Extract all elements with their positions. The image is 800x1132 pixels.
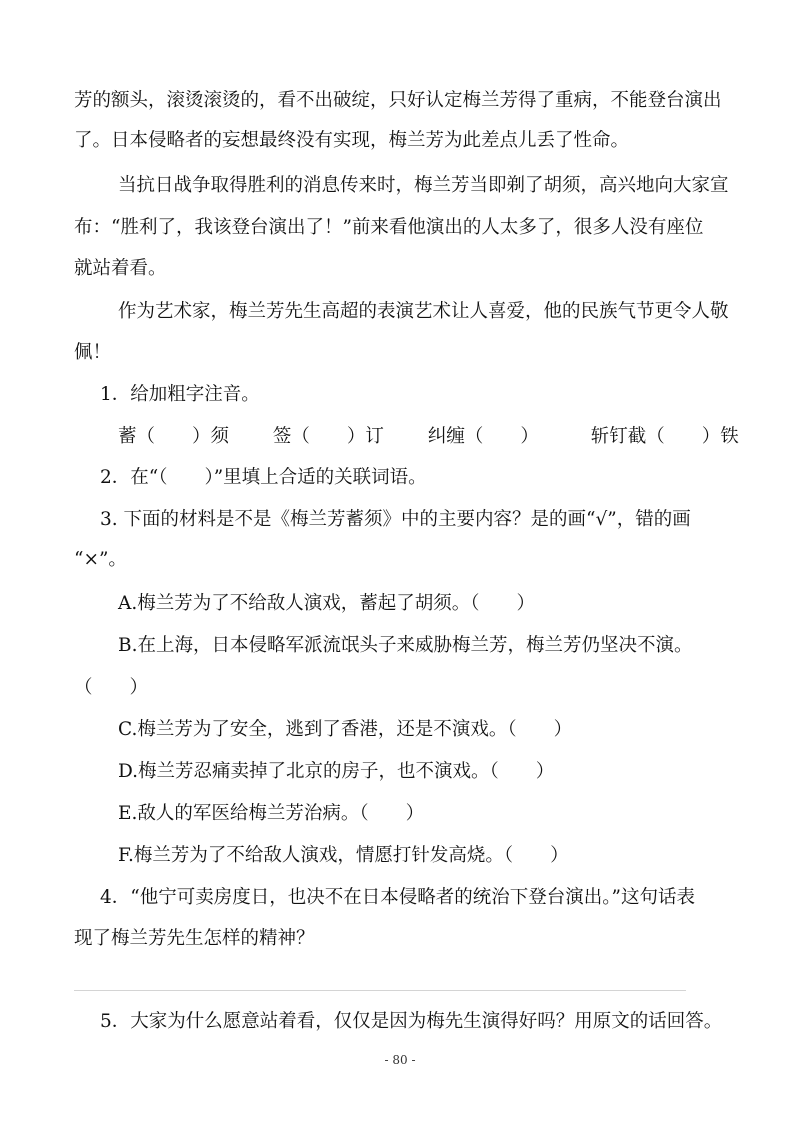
question-3-option-e[interactable]: E.敌人的军医给梅兰芳治病。（ ）	[118, 803, 425, 824]
passage-p3-line2: 佩！	[74, 342, 112, 363]
question-4-line1: 4．“他宁可卖房度日，也决不在日本侵略者的统治下登台演出。”这句话表	[100, 887, 695, 908]
passage-p2-line1: 当抗日战争取得胜利的消息传来时，梅兰芳当即剃了胡须，高兴地向大家宣	[118, 175, 729, 196]
question-3-line1: 3. 下面的材料是不是《梅兰芳蓄须》中的主要内容？是的画“√”，错的画	[100, 509, 691, 530]
question-3-line2: “×”。	[74, 549, 127, 570]
q1-item-chan[interactable]: 纠缠（ ）	[427, 426, 539, 447]
question-3-option-a[interactable]: A.梅兰芳为了不给敌人演戏，蓄起了胡须。（ ）	[118, 593, 535, 614]
question-3-option-f[interactable]: F.梅兰芳为了不给敌人演戏，情愿打针发高烧。（ ）	[118, 845, 569, 866]
passage-p2-line3: 就站着看。	[74, 258, 167, 279]
passage-p1-line2: 了。日本侵略者的妄想最终没有实现，梅兰芳为此差点儿丢了性命。	[74, 130, 630, 151]
question-2: 2．在“（ ）”里填上合适的关联词语。	[100, 467, 427, 488]
q1-item-qian[interactable]: 签（ ）订	[272, 426, 384, 447]
question-3-option-b-answer[interactable]: （ ）	[74, 677, 149, 698]
question-1-items	[118, 428, 739, 447]
question-1: 1．给加粗字注音。	[100, 384, 260, 405]
passage-p3-line1: 作为艺术家，梅兰芳先生高超的表演艺术让人喜爱，他的民族气节更令人敬	[118, 301, 729, 322]
answer-line[interactable]	[74, 990, 686, 991]
q1-item-xu[interactable]: 蓄（ ）须	[118, 426, 230, 447]
passage-p2-line2: 布：“胜利了，我该登台演出了！”前来看他演出的人太多了，很多人没有座位	[74, 217, 704, 238]
question-4-line2: 现了梅兰芳先生怎样的精神？	[74, 928, 315, 949]
q1-item-jie[interactable]: 斩钉截（ ）铁	[590, 426, 739, 447]
question-3-option-b[interactable]: B.在上海，日本侵略军派流氓头子来威胁梅兰芳，梅兰芳仍坚决不演。	[118, 635, 693, 656]
question-3-option-d[interactable]: D.梅兰芳忍痛卖掉了北京的房子，也不演戏。（ ）	[118, 761, 555, 782]
question-5: 5．大家为什么愿意站着看，仅仅是因为梅先生演得好吗？用原文的话回答。	[100, 1011, 723, 1032]
question-3-option-c[interactable]: C.梅兰芳为了安全，逃到了香港，还是不演戏。（ ）	[118, 719, 573, 740]
passage-p1-line1: 芳的额头，滚烫滚烫的，看不出破绽，只好认定梅兰芳得了重病，不能登台演出	[74, 90, 722, 111]
page-number: - 80 -	[384, 1053, 416, 1067]
